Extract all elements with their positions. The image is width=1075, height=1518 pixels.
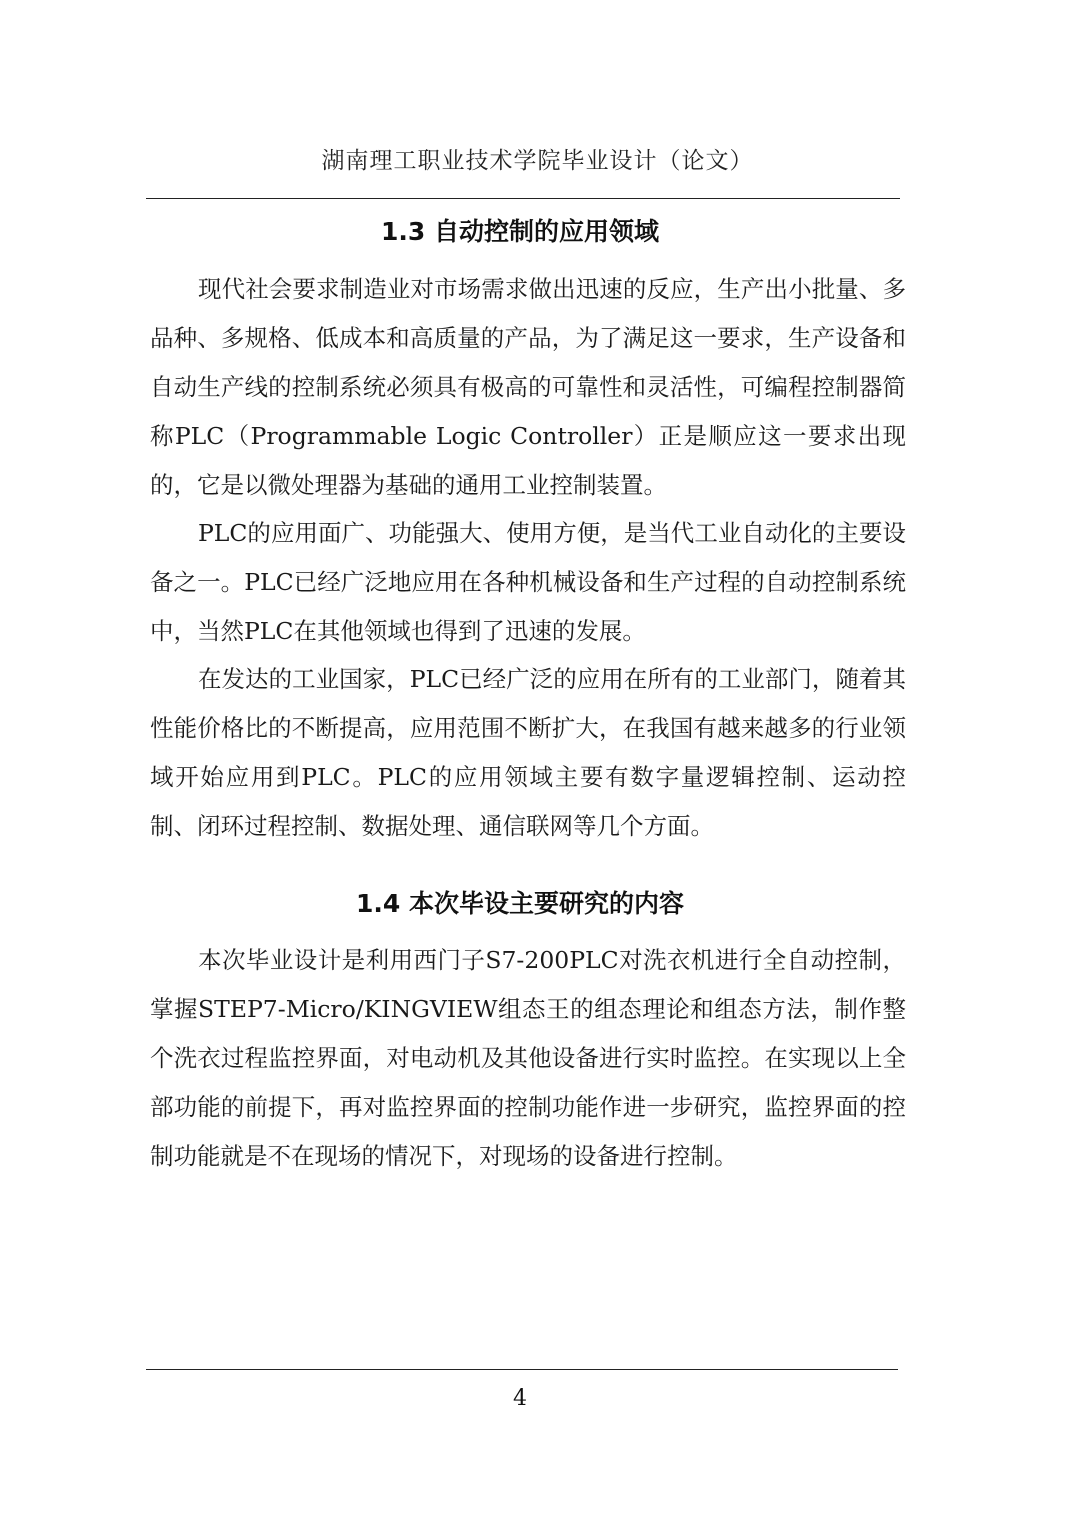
paragraph-1-4-a: 本次毕业设计是利用西门子S7-200PLC对洗衣机进行全自动控制，掌握STEP7-Micro/KINGVIEW组态王的组态理论和组态方法，制作整个洗衣过程监控界面，对电动机及其他设备进行实时监控。在实现以上全部功能的前提下，再对监控界面的控制功能作进一步研究，监控界面的控制功能就是不在现场的情况下，对现场的设备进行控制。 [150,946,906,1170]
running-header: 湖南理工职业技术学院毕业设计（论文） [321,148,754,174]
page-number: 4 [513,1386,527,1411]
footer-rule [146,1369,898,1370]
paragraph-1-3-c: 在发达的工业国家，PLC已经广泛的应用在所有的工业部门，随着其性能价格比的不断提高，应用范围不断扩大，在我国有越来越多的行业领域开始应用到PLC。PLC的应用领域主要有数字量逻辑控制、运动控制、闭环过程控制、数据处理、通信联网等几个方面。 [150,665,906,840]
paragraph-1-3-a: 现代社会要求制造业对市场需求做出迅速的反应，生产出小批量、多品种、多规格、低成本和高质量的产品，为了满足这一要求，生产设备和自动生产线的控制系统必须具有极高的可靠性和灵活性，可编程控制器简称PLC（Programmable Logic Controller）正是顺应这一要求出现的，它是以微处理器为基础的通用工业控制装置。 [150,275,906,499]
section-heading-1-4: 1.4 本次毕设主要研究的内容 [356,889,684,918]
paragraph-1-3-b: PLC的应用面广、功能强大、使用方便，是当代工业自动化的主要设备之一。PLC已经广泛地应用在各种机械设备和生产过程的自动控制系统中，当然PLC在其他领域也得到了迅速的发展。 [150,519,906,645]
header-rule [146,198,900,199]
section-heading-1-3: 1.3 自动控制的应用领域 [381,217,659,246]
